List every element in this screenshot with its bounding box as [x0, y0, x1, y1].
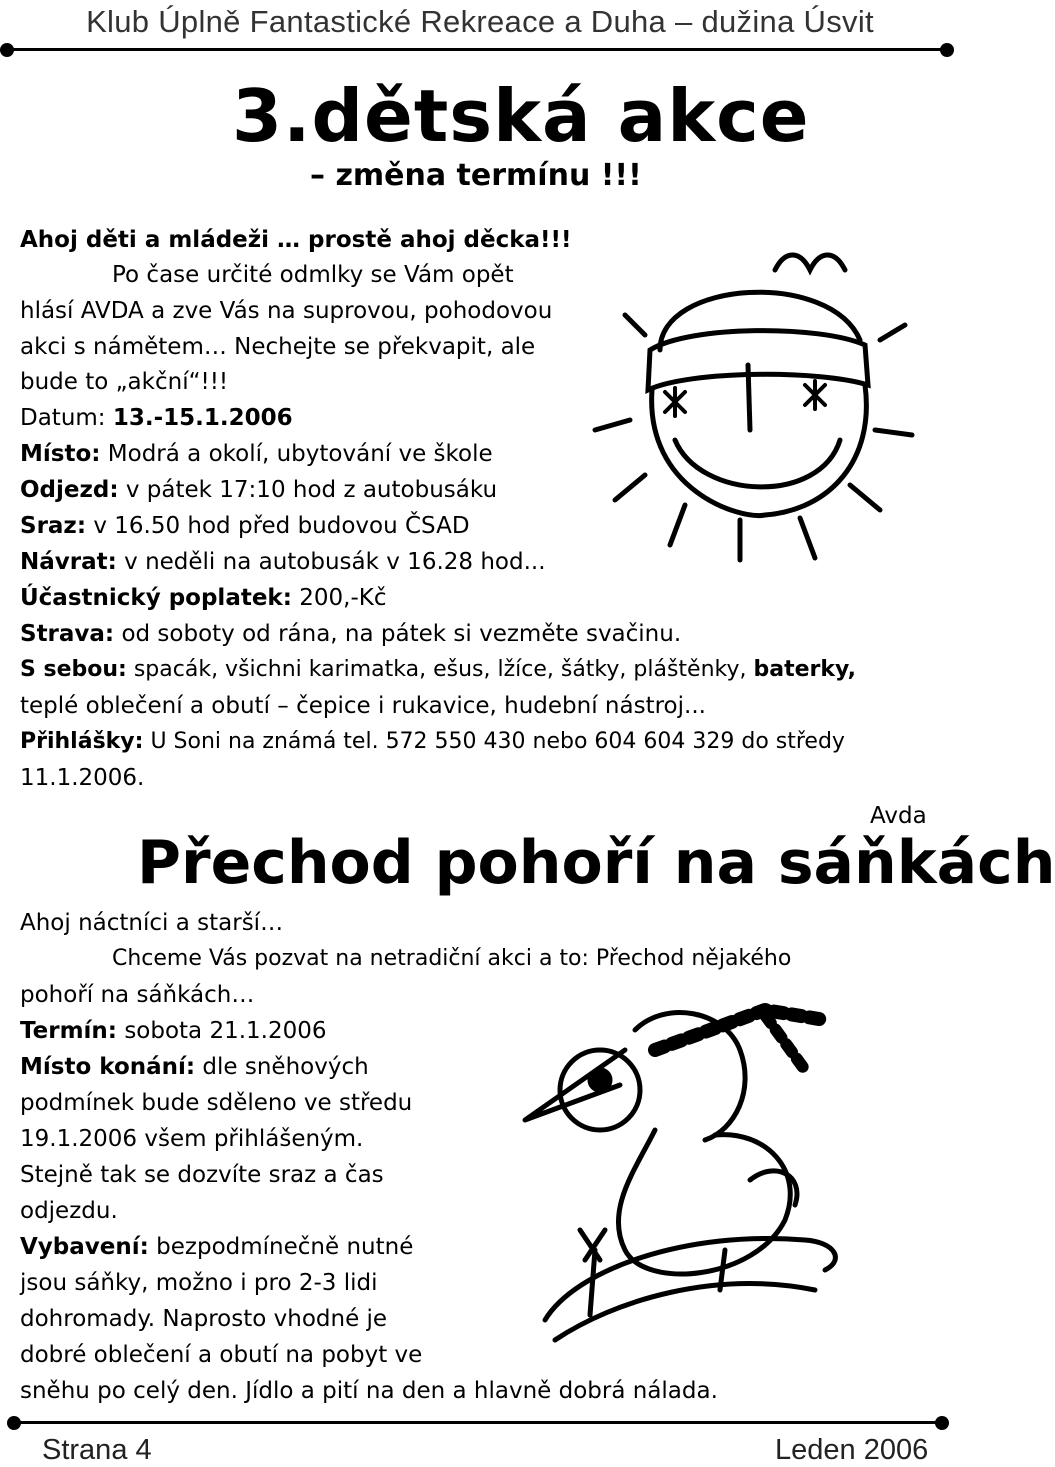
event1-title: 3.dětská akce — [232, 74, 810, 158]
misto-konani-line-1: dle sněhových — [202, 1054, 369, 1080]
strava-label: Strava: — [20, 621, 115, 647]
event2-misto-3: 19.1.2006 všem přihlášeným. — [20, 1126, 364, 1152]
odjezd-label: Odjezd: — [20, 477, 119, 503]
event2-intro: Chceme Vás pozvat na netradiční akci a to: Přechod nějakého — [112, 946, 792, 971]
event1-sraz — [20, 508, 470, 544]
odjezd-value: v pátek 17:10 hod z autobusáku — [125, 477, 498, 503]
event2-vybaveni-2: jsou sáňky, možno i pro 2-3 lidi — [20, 1270, 378, 1296]
event1-odjezd — [20, 472, 497, 508]
event2-misto-2: podmínek bude sděleno ve středu — [20, 1090, 413, 1116]
footer-rule — [17, 1421, 940, 1424]
event1-datum — [20, 400, 293, 436]
event2-greeting: Ahoj náctníci a starší… — [20, 910, 284, 936]
event1-misto — [20, 436, 493, 472]
footer-date: Leden 2006 — [775, 1434, 929, 1466]
event1-greeting: Ahoj děti a mládeži … prostě ahoj děcka!!! — [20, 227, 572, 253]
datum-label: Datum: — [20, 405, 106, 431]
event1-poplatek — [20, 580, 387, 616]
termin-value: sobota 21.1.2006 — [124, 1018, 327, 1044]
rule-dot-right — [940, 43, 954, 57]
footer-dot-right — [935, 1416, 949, 1430]
vybaveni-line-1: bezpodmínečně nutné — [156, 1234, 414, 1260]
sraz-value: v 16.50 hod před budovou ČSAD — [93, 513, 470, 539]
event1-sebou-2: teplé oblečení a obutí – čepice i rukavice, hudební nástroj... — [20, 693, 706, 719]
strava-value: od soboty od rána, na pátek si vezměte svačinu. — [121, 621, 682, 647]
event1-signature: Avda — [870, 803, 927, 829]
header-rule — [10, 48, 945, 51]
event2-intro-2: pohoří na sáňkách… — [20, 982, 255, 1008]
event2-vybaveni-3: dohromady. Naprosto vhodné je — [20, 1306, 388, 1332]
poplatek-label: Účastnický poplatek: — [20, 585, 292, 611]
event2-vybaveni-5: sněhu po celý den. Jídlo a pití na den a hlavně dobrá nálada. — [20, 1378, 718, 1404]
event1-navrat — [20, 544, 546, 580]
event2-misto — [20, 1049, 440, 1085]
sraz-label: Sraz: — [20, 513, 87, 539]
event1-prihlasky — [20, 724, 845, 760]
event1-prihlasky-2: 11.1.2006. — [20, 765, 145, 791]
navrat-value: v neděli na autobusák v 16.28 hod... — [124, 549, 546, 575]
termin-label: Termín: — [20, 1018, 117, 1044]
sebou-bold: baterky, — [753, 657, 857, 682]
event1-intro-2: hlásí AVDA a zve Vás na suprovou, pohodovou — [20, 298, 553, 324]
event1-sebou — [20, 652, 856, 688]
event2-termin — [20, 1013, 327, 1049]
misto-value: Modrá a okolí, ubytování ve škole — [107, 441, 493, 467]
poplatek-value: 200,-Kč — [299, 585, 387, 611]
misto-label: Místo: — [20, 441, 101, 467]
bird-sled-illustration — [505, 990, 855, 1380]
event2-misto-4: Stejně tak se dozvíte sraz a čas — [20, 1162, 384, 1188]
event2-misto-5: odjezdu. — [20, 1198, 118, 1224]
event2-title: Přechod pohoří na sáňkách — [137, 828, 1055, 898]
prihlasky-label: Přihlášky: — [20, 729, 144, 754]
event1-intro-3: akci s námětem… Nechejte se překvapit, ale — [20, 334, 536, 360]
event2-vybaveni — [20, 1229, 413, 1265]
footer-page-number: Strana 4 — [42, 1434, 152, 1466]
navrat-label: Návrat: — [20, 549, 117, 575]
event1-strava — [20, 616, 681, 652]
prihlasky-value: U Soni na známá tel. 572 550 430 nebo 604 604 329 do středy — [150, 729, 845, 754]
vybaveni-label: Vybavení: — [20, 1234, 149, 1260]
page-header: Klub Úplně Fantastické Rekreace a Duha – dužina Úsvit — [86, 4, 874, 39]
misto-konani-label: Místo konání: — [20, 1054, 196, 1080]
sebou-label: S sebou: — [20, 657, 127, 682]
sun-illustration — [590, 240, 920, 570]
event1-intro-4: bude to „akční“!!! — [20, 369, 229, 395]
sebou-value: spacák, všichni karimatka, ešus, lžíce, šátky, pláštěnky, — [133, 657, 747, 682]
event2-vybaveni-4: dobré oblečení a obutí na pobyt ve — [20, 1342, 423, 1368]
event1-intro-1: Po čase určité odmlky se Vám opět — [112, 262, 514, 288]
datum-value: 13.-15.1.2006 — [112, 405, 293, 431]
event1-subtitle: – změna termínu !!! — [310, 158, 642, 193]
